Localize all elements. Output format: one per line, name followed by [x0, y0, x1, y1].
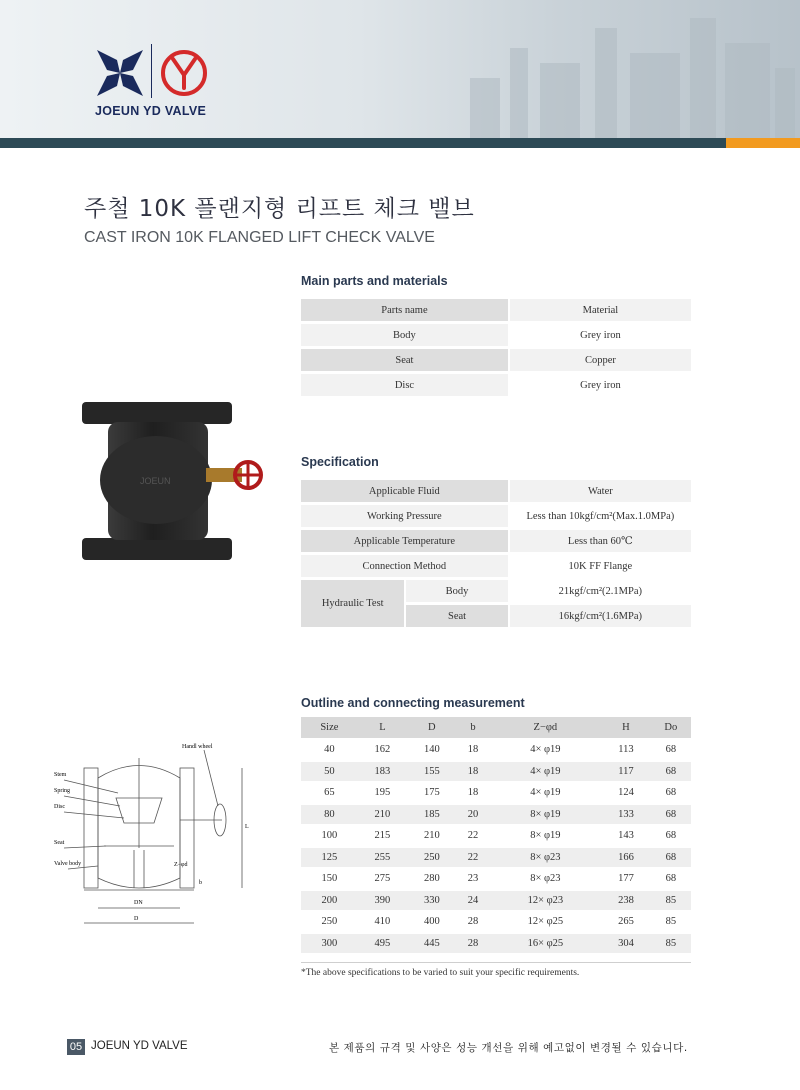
table-header-cell: Parts name — [301, 299, 508, 321]
table-cell: 445 — [407, 934, 456, 954]
table-cell: 10K FF Flange — [508, 555, 691, 577]
table-cell: 23 — [457, 869, 490, 889]
table-cell: 68 — [651, 740, 691, 760]
table-cell: 80 — [301, 805, 358, 825]
table-cell: 215 — [358, 826, 407, 846]
table-cell: 280 — [407, 869, 456, 889]
table-row — [301, 826, 691, 846]
table-cell: 16kgf/cm²(1.6MPa) — [508, 605, 691, 627]
logo-separator — [151, 44, 152, 98]
table-cell: Less than 60℃ — [508, 530, 691, 552]
table-header-row — [301, 717, 691, 738]
specification-heading: Specification — [301, 455, 379, 469]
table-cell: 300 — [301, 934, 358, 954]
table-cell: Body — [404, 580, 507, 602]
table-row — [301, 555, 691, 577]
page-number: 05 — [67, 1039, 85, 1055]
outline-heading: Outline and connecting measurement — [301, 696, 525, 710]
table-cell: 155 — [407, 762, 456, 782]
table-cell: 183 — [358, 762, 407, 782]
table-cell: 68 — [651, 848, 691, 868]
table-cell: 4× φ19 — [490, 740, 602, 760]
diagram-label-spring: Spring — [54, 788, 71, 794]
table-row — [301, 349, 691, 371]
diagram-label-disc: Disc — [54, 804, 65, 810]
table-row — [301, 869, 691, 889]
yd-logo-icon — [159, 48, 209, 98]
table-cell: 18 — [457, 783, 490, 803]
table-cell: 150 — [301, 869, 358, 889]
page-title-english: CAST IRON 10K FLANGED LIFT CHECK VALVE — [84, 229, 435, 246]
table-cell: Body — [301, 324, 508, 346]
table-cell: 250 — [301, 912, 358, 932]
table-cell: 4× φ19 — [490, 783, 602, 803]
table-cell: 195 — [358, 783, 407, 803]
table-cell: 495 — [358, 934, 407, 954]
table-cell: 12× φ23 — [490, 891, 602, 911]
table-cell: Connection Method — [301, 555, 508, 577]
table-cell: 68 — [651, 826, 691, 846]
table-cell: 21kgf/cm²(2.1MPa) — [508, 580, 691, 602]
table-cell: 162 — [358, 740, 407, 760]
table-cell: 20 — [457, 805, 490, 825]
diagram-label-zd: Z−φd — [174, 862, 188, 868]
table-cell: 28 — [457, 934, 490, 954]
table-cell: Working Pressure — [301, 505, 508, 527]
table-cell: 330 — [407, 891, 456, 911]
table-row — [301, 848, 691, 868]
table-cell: Copper — [508, 349, 691, 371]
table-cell: Disc — [301, 374, 508, 396]
table-cell: 410 — [358, 912, 407, 932]
diagram-label-stem: Stem — [54, 772, 67, 778]
table-cell: 275 — [358, 869, 407, 889]
table-cell: 8× φ19 — [490, 826, 602, 846]
table-row — [301, 762, 691, 782]
table-cell: 40 — [301, 740, 358, 760]
footer-disclaimer: 본 제품의 규격 및 사양은 성능 개선을 위해 예고없이 변경될 수 있습니다. — [329, 1042, 688, 1054]
company-logo — [95, 44, 235, 124]
table-header-cell: H — [601, 717, 650, 738]
table-row — [301, 934, 691, 954]
table-cell: 175 — [407, 783, 456, 803]
table-cell: Applicable Temperature — [301, 530, 508, 552]
table-header-row — [301, 299, 691, 321]
table-header-cell: b — [457, 717, 490, 738]
table-cell: 390 — [358, 891, 407, 911]
header-bar — [0, 138, 726, 148]
table-cell: 200 — [301, 891, 358, 911]
table-cell: 65 — [301, 783, 358, 803]
table-cell: 8× φ19 — [490, 805, 602, 825]
table-cell: 143 — [601, 826, 650, 846]
table-cell: 117 — [601, 762, 650, 782]
table-cell: 250 — [407, 848, 456, 868]
specification-table — [301, 477, 691, 630]
valve-section-diagram — [54, 738, 284, 938]
table-cell: Grey iron — [508, 324, 691, 346]
table-cell: 210 — [407, 826, 456, 846]
table-header-cell: D — [407, 717, 456, 738]
brand-name: JOEUN YD VALVE — [95, 104, 207, 118]
diagram-label-d: D — [134, 916, 139, 922]
table-cell: 85 — [651, 891, 691, 911]
table-row — [301, 783, 691, 803]
table-cell: 100 — [301, 826, 358, 846]
footnote: *The above specifications to be varied to suit your specific requirements. — [301, 968, 580, 978]
outline-table-body — [301, 740, 691, 953]
table-cell: 85 — [651, 912, 691, 932]
outline-table — [301, 715, 691, 955]
table-cell: 304 — [601, 934, 650, 954]
valve-marking: JOEUN — [140, 476, 171, 486]
table-cell: Grey iron — [508, 374, 691, 396]
table-cell: 140 — [407, 740, 456, 760]
table-row — [301, 805, 691, 825]
table-row — [301, 505, 691, 527]
table-cell: 185 — [407, 805, 456, 825]
table-cell: 68 — [651, 762, 691, 782]
table-cell: Seat — [301, 349, 508, 371]
table-cell: 400 — [407, 912, 456, 932]
table-header-cell: L — [358, 717, 407, 738]
table-row — [301, 480, 691, 502]
table-cell: 177 — [601, 869, 650, 889]
diagram-label-valve-body: Valve body — [54, 861, 82, 867]
table-cell: 255 — [358, 848, 407, 868]
table-header-cell: Material — [508, 299, 691, 321]
table-header-cell: Z−φd — [490, 717, 602, 738]
table-row — [301, 891, 691, 911]
valve-photo — [78, 398, 268, 568]
table-cell: 166 — [601, 848, 650, 868]
table-cell: 238 — [601, 891, 650, 911]
table-cell: 68 — [651, 783, 691, 803]
table-cell: Seat — [404, 605, 507, 627]
table-cell: 22 — [457, 848, 490, 868]
table-cell: 8× φ23 — [490, 869, 602, 889]
table-header-cell: Size — [301, 717, 358, 738]
table-row — [301, 580, 691, 602]
header-accent-bar — [726, 138, 800, 148]
table-row — [301, 912, 691, 932]
table-cell: Applicable Fluid — [301, 480, 508, 502]
table-cell: 8× φ23 — [490, 848, 602, 868]
table-cell: Hydraulic Test — [301, 580, 404, 627]
table-cell: Less than 10kgf/cm²(Max.1.0MPa) — [508, 505, 691, 527]
table-header-cell: Do — [651, 717, 691, 738]
table-cell: 265 — [601, 912, 650, 932]
table-cell: 18 — [457, 740, 490, 760]
table-cell: 18 — [457, 762, 490, 782]
table-row — [301, 740, 691, 760]
table-row — [301, 374, 691, 396]
table-cell: 68 — [651, 805, 691, 825]
table-cell: 24 — [457, 891, 490, 911]
table-cell: 16× φ25 — [490, 934, 602, 954]
table-cell: 124 — [601, 783, 650, 803]
table-row — [301, 324, 691, 346]
diagram-label-dn: DN — [134, 900, 143, 906]
main-parts-table — [301, 296, 691, 399]
diagram-label-seat: Seat — [54, 840, 65, 846]
table-cell: 68 — [651, 869, 691, 889]
table-cell: 22 — [457, 826, 490, 846]
table-cell: 113 — [601, 740, 650, 760]
table-cell: 125 — [301, 848, 358, 868]
table-cell: 28 — [457, 912, 490, 932]
table-cell: 4× φ19 — [490, 762, 602, 782]
table-cell: 210 — [358, 805, 407, 825]
header-banner — [0, 0, 800, 138]
cross-logo-icon — [95, 48, 145, 98]
diagram-label-l: L — [245, 824, 249, 830]
diagram-label-b: b — [199, 880, 202, 886]
main-parts-heading: Main parts and materials — [301, 274, 448, 288]
table-cell: Water — [508, 480, 691, 502]
table-cell: 12× φ25 — [490, 912, 602, 932]
divider — [301, 962, 691, 963]
table-row — [301, 530, 691, 552]
diagram-label-handwheel: Handl wheel — [182, 744, 213, 750]
table-cell: 50 — [301, 762, 358, 782]
page-title-korean: 주철 10K 플랜지형 리프트 체크 밸브 — [84, 196, 475, 222]
table-cell: 133 — [601, 805, 650, 825]
footer-brand: JOEUN YD VALVE — [91, 1040, 188, 1052]
table-cell: 85 — [651, 934, 691, 954]
